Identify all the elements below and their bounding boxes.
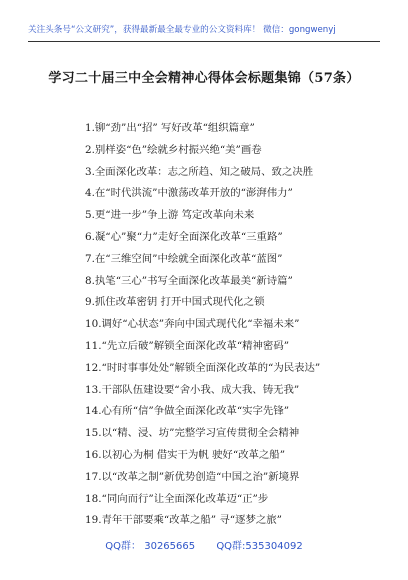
list-item: 15.以“精、浸、坊”完整学习宣传贯彻全会精神 — [85, 427, 300, 440]
list-item: 8.执笔“三心”书写全面深化改革最美“新诗篇” — [85, 274, 293, 287]
list-item: 1.铆“劲”出“招” 写好改革“组织篇章” — [85, 122, 255, 134]
title-list — [85, 118, 395, 532]
document-title: 学习二十届三中全会精神心得体会标题集锦（57条） — [48, 71, 360, 86]
list-item: 19.青年干部要乘“改革之船” 寻“逐梦之旅” — [85, 514, 282, 527]
list-item: 18.“同向而行”让全面深化改革迈“正”步 — [85, 492, 269, 505]
list-item: 14.心有所“信”争做全面深化改革“实字先锋” — [85, 405, 290, 418]
list-item: 3.全面深化改革：志之所趋、知之破局、致之决胜 — [85, 165, 314, 178]
list-item: 7.在“三维空间”中绘就全面深化改革“蓝图” — [85, 252, 283, 265]
list-item: 11.“先立后破”解锁全面深化改革“精神密码” — [85, 339, 290, 352]
footer-qq-group-2: QQ群:535304092 — [216, 541, 303, 552]
list-item: 10.调好“心状态”奔向中国式现代化“幸福未来” — [85, 318, 300, 331]
list-item: 2.别样姿“色”绘就乡村振兴绝“美”画卷 — [85, 143, 262, 156]
list-item: 16.以初心为桐 借实干为帆 驶好“改革之船” — [85, 448, 286, 461]
footer-contact — [0, 537, 408, 552]
header-banner: 关注头条号“公文研究”，获得最新最全最专业的公文资料库！ 微信：gongwenyj — [28, 25, 336, 35]
list-item: 4.在“时代洪流”中激荡改革开放的“澎湃伟力” — [85, 187, 293, 200]
footer-qq-group-1: QQ群： 30265665 — [105, 541, 196, 552]
list-item: 17.以“改革之制”新优势创造“中国之治”新境界 — [85, 470, 300, 483]
list-item: 9.抓住改革密钥 打开中国式现代化之锁 — [85, 296, 265, 309]
list-item: 5.更“进一步”争上游 笃定改革向未来 — [85, 209, 255, 222]
list-item: 12.“时时事事处处”解锁全面深化改革的“为民表达” — [85, 361, 321, 374]
list-item: 6.凝“心”聚“力”走好全面深化改革“三重路” — [85, 230, 283, 243]
header-divider — [28, 41, 380, 42]
list-item: 13.干部队伍建设要“舍小我、成大我、铸无我” — [85, 383, 300, 396]
